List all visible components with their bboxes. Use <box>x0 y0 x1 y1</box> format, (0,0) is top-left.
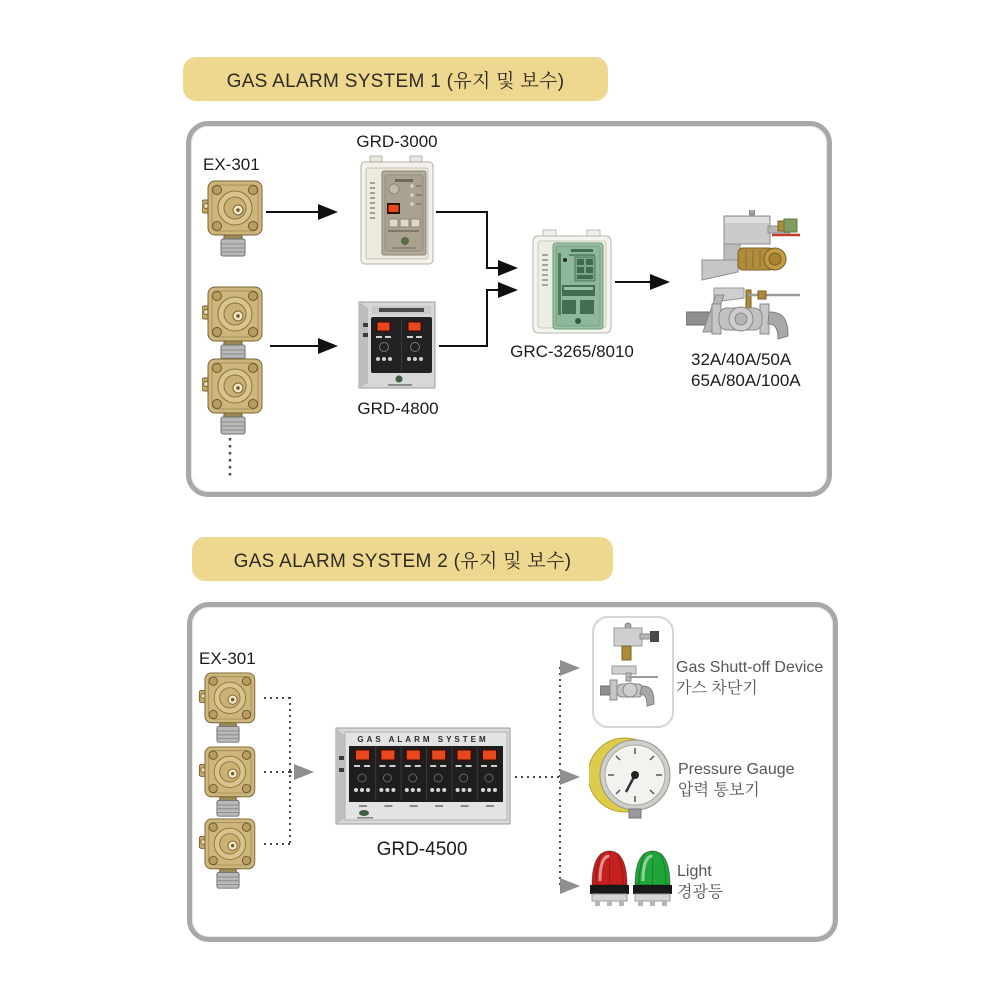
grd4800-controller-icon <box>357 299 439 393</box>
valve-sizes-line2: 65A/80A/100A <box>691 371 801 390</box>
pressure-gauge-label-en: Pressure Gauge <box>678 761 795 778</box>
gas-shutoff-device-icon <box>600 622 662 718</box>
gas-detector-icon <box>197 746 259 818</box>
gas-shutoff-label-en: Gas Shutt-off Device <box>676 659 824 676</box>
gas-detector-icon <box>202 358 264 436</box>
gas-shutoff-label-ko: 가스 차단기 <box>676 680 758 697</box>
grd4800-label: GRD-4800 <box>357 399 439 418</box>
system2-sensor-label: EX-301 <box>199 649 256 668</box>
pressure-gauge-icon <box>589 735 675 821</box>
system1-header: GAS ALARM SYSTEM 1 (유지 및 보수) <box>183 57 608 101</box>
grd3000-label: GRD-3000 <box>356 132 438 151</box>
shutoff-valve-icon <box>694 210 802 288</box>
grd4500-panel-title: GAS ALARM SYSTEM <box>357 735 489 744</box>
pressure-gauge-label-ko: 압력 통보기 <box>678 782 760 799</box>
light-label-ko: 경광등 <box>677 884 724 901</box>
grc-receiver-icon <box>529 229 615 337</box>
gas-detector-icon <box>197 672 259 744</box>
valve-sizes-line1: 32A/40A/50A <box>691 350 792 369</box>
flanged-valve-icon <box>686 286 802 348</box>
gas-detector-icon <box>197 818 259 890</box>
green-beacon-light-icon <box>630 847 675 907</box>
red-beacon-light-icon <box>587 847 632 907</box>
grd4500-label: GRD-4500 <box>376 839 468 860</box>
light-label-en: Light <box>677 863 712 880</box>
gas-detector-icon <box>202 286 264 364</box>
gas-detector-icon <box>202 180 264 258</box>
system2-header: GAS ALARM SYSTEM 2 (유지 및 보수) <box>192 537 613 581</box>
grd3000-controller-icon <box>358 155 436 269</box>
grc-label: GRC-3265/8010 <box>510 342 634 361</box>
system1-sensor-label: EX-301 <box>203 155 260 174</box>
